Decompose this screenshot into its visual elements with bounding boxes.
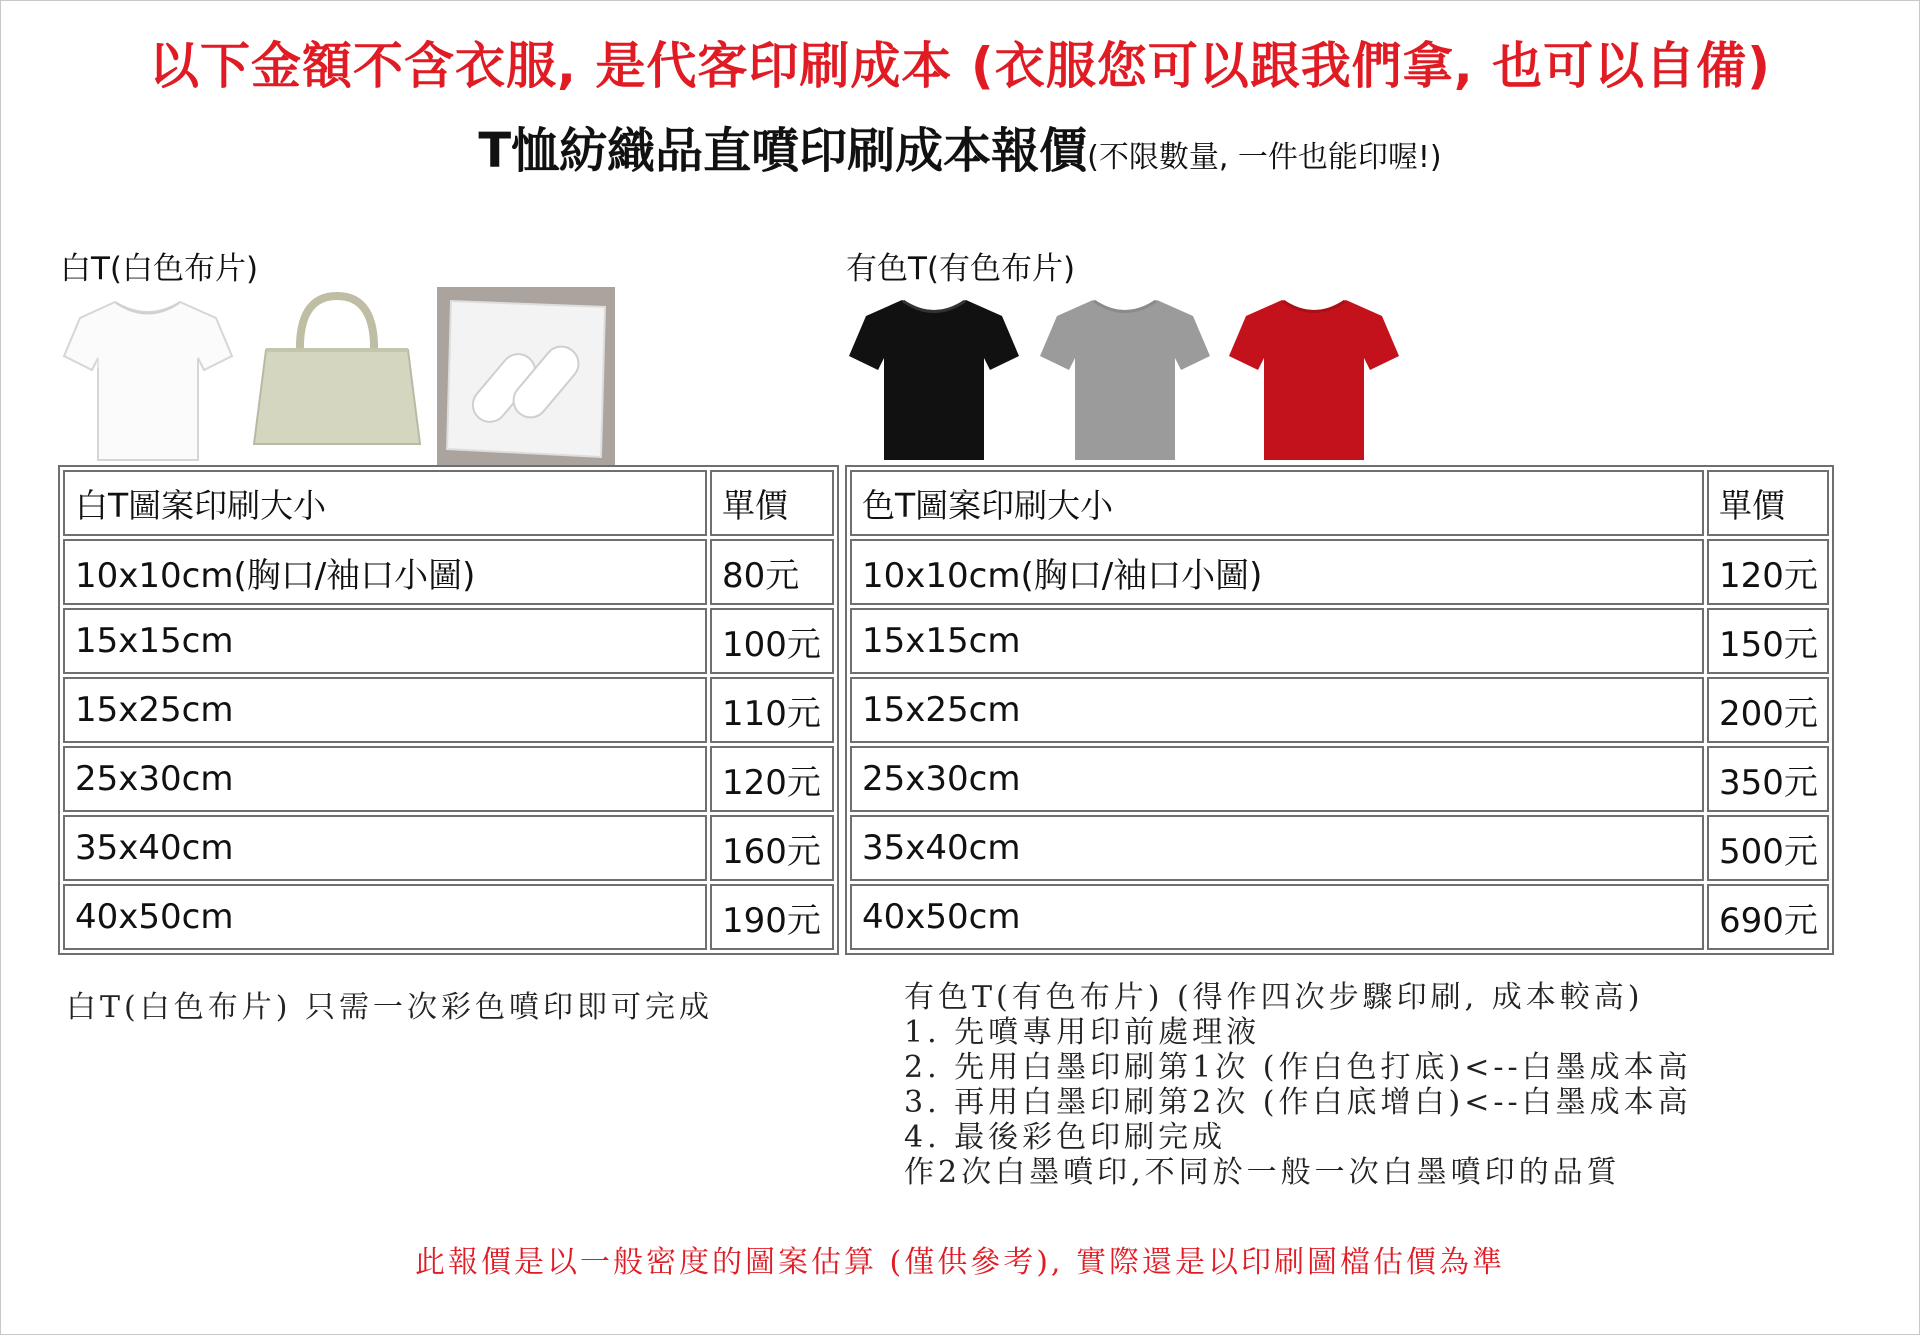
- header-size: 白T圖案印刷大小: [63, 470, 707, 536]
- price-cell: 120元: [1707, 539, 1829, 605]
- color-price-table: [845, 465, 1834, 955]
- white-note: 白T(白色布片) 只需一次彩色噴印即可完成: [66, 990, 713, 1025]
- footer-disclaimer: 此報價是以一般密度的圖案估算 (僅供參考), 實際還是以印刷圖檔估價為準: [414, 1245, 1505, 1280]
- price-cell: 350元: [1707, 746, 1829, 812]
- table-row: [63, 746, 834, 812]
- size-cell: 10x10cm(胸口/袖口小圖): [63, 539, 707, 605]
- white-tshirt-image: [60, 288, 235, 463]
- gray-tshirt-image: [1037, 290, 1213, 462]
- table-row: [63, 815, 834, 881]
- price-cell: 100元: [710, 608, 834, 674]
- towel-image: [437, 287, 615, 465]
- size-cell: 35x40cm: [63, 815, 707, 881]
- white-price-table: [58, 465, 839, 955]
- price-cell: 120元: [710, 746, 834, 812]
- size-cell: 15x15cm: [63, 608, 707, 674]
- table-row: [850, 677, 1829, 743]
- size-cell: 15x25cm: [850, 677, 1704, 743]
- header-price: 單價: [710, 470, 834, 536]
- price-cell: 690元: [1707, 884, 1829, 950]
- black-tshirt-image: [846, 290, 1022, 462]
- tote-bag-image: [252, 292, 422, 450]
- size-cell: 15x25cm: [63, 677, 707, 743]
- headline: 以下金額不含衣服, 是代客印刷成本 (衣服您可以跟我們拿, 也可以自備): [149, 37, 1771, 95]
- red-tshirt-image: [1226, 290, 1402, 462]
- price-cell: 500元: [1707, 815, 1829, 881]
- price-cell: 160元: [710, 815, 834, 881]
- table-row: [63, 677, 834, 743]
- table-row: [850, 608, 1829, 674]
- table-row: [850, 815, 1829, 881]
- size-cell: 35x40cm: [850, 815, 1704, 881]
- price-cell: 200元: [1707, 677, 1829, 743]
- table-row: [63, 608, 834, 674]
- size-cell: 40x50cm: [850, 884, 1704, 950]
- size-cell: 25x30cm: [850, 746, 1704, 812]
- price-cell: 150元: [1707, 608, 1829, 674]
- size-cell: 10x10cm(胸口/袖口小圖): [850, 539, 1704, 605]
- white-group-label: 白T(白色布片): [60, 251, 259, 287]
- table-header-row: [63, 470, 834, 536]
- subtitle-note: (不限數量, 一件也能印喔!): [1087, 140, 1442, 175]
- color-note-line: 作2次白墨噴印,不同於一般一次白墨噴印的品質: [904, 1155, 1621, 1190]
- table-header-row: [850, 470, 1829, 536]
- size-cell: 15x15cm: [850, 608, 1704, 674]
- color-note-line: 4. 最後彩色印刷完成: [904, 1120, 1227, 1155]
- table-row: [850, 746, 1829, 812]
- subtitle: [0, 112, 1920, 181]
- table-row: [63, 884, 834, 950]
- color-note-line: 1. 先噴專用印前處理液: [904, 1015, 1261, 1050]
- table-row: [850, 539, 1829, 605]
- color-group-label: 有色T(有色布片): [846, 251, 1076, 287]
- price-cell: 80元: [710, 539, 834, 605]
- header-size: 色T圖案印刷大小: [850, 470, 1704, 536]
- color-note-line: 2. 先用白墨印刷第1次 (作白色打底)<--白墨成本高: [904, 1050, 1692, 1085]
- table-row: [850, 884, 1829, 950]
- subtitle-main: T恤紡織品直噴印刷成本報價: [478, 123, 1088, 179]
- price-cell: 190元: [710, 884, 834, 950]
- table-row: [63, 539, 834, 605]
- header-price: 單價: [1707, 470, 1829, 536]
- color-note-line: 3. 再用白墨印刷第2次 (作白底增白)<--白墨成本高: [904, 1085, 1692, 1120]
- size-cell: 40x50cm: [63, 884, 707, 950]
- size-cell: 25x30cm: [63, 746, 707, 812]
- color-notes: [904, 980, 1692, 1190]
- color-note-line: 有色T(有色布片) (得作四次步驟印刷, 成本較高): [904, 980, 1644, 1015]
- price-cell: 110元: [710, 677, 834, 743]
